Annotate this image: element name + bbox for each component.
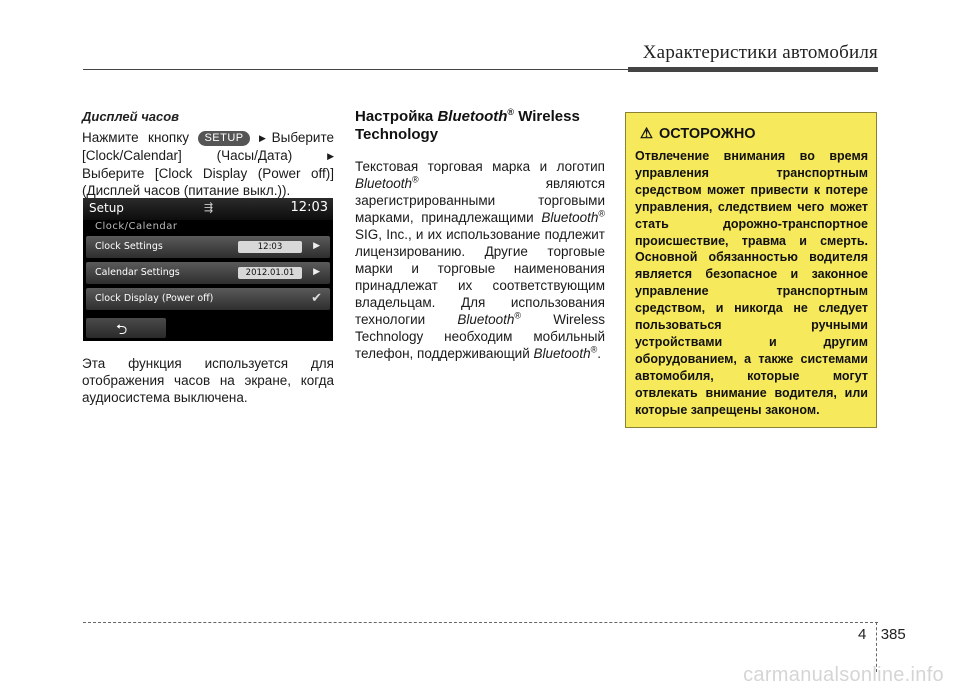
screen-clock: 12:03 [290,200,328,215]
clock-display-row[interactable]: Clock Display (Power off) ✔ [86,288,330,310]
section-title: Дисплей часов [82,109,180,124]
bluetooth-section [355,108,605,362]
bluetooth-paragraph: Текстовая торговая марка и логотип Bluetooth® являются зарегистрированными торговыми марками, принадлежащими Bluetooth® SIG, Inc., и их использование подлежит лицензированию. Другие торговые марки и торговые наименования принадлежат их соответствующим владельцам. Для использования технологии Bluetooth® Wireless Technology необходим мобильный телефон, поддерживающий Bluetooth®. [355,159,605,361]
calendar-value: 2012.01.01 [238,267,302,279]
footer-rule [83,622,878,623]
header-rule-accent [628,67,878,72]
page-header-title: Характеристики автомобиля [642,42,878,63]
warning-triangle-icon: ⚠ [640,126,653,142]
function-description: Эта функция используется для отображения часов на экране, когда аудиосистема выключена. [82,356,334,405]
screen-title-bar [83,198,333,220]
usb-icon: ⇶ [204,201,214,214]
bluetooth-heading: Настройка Bluetooth® Wireless Technology [355,107,580,143]
warning-title: ⚠ ОСТОРОЖНО [640,126,756,142]
arrow-right-icon: ▶ [327,151,334,161]
clock-value: 12:03 [238,241,302,253]
arrow-right-icon: ▶ [313,241,320,251]
instruction-paragraph: Нажмите кнопку SETUP ▶Выберите [Clock/Calendar] (Часы/Дата) ▶ Выберите [Clock Display (Power off)] (Дисплей часов (питание выкл.)). [82,130,335,198]
setup-button-label: SETUP [198,131,249,146]
page-number: 4 385 [858,626,906,643]
calendar-settings-row[interactable]: Calendar Settings 2012.01.01 ▶ [86,262,330,284]
watermark: carmanualsonline.info [743,664,944,686]
screen-title: Setup [89,201,124,215]
arrow-right-icon: ▶ [313,267,320,277]
checkmark-icon: ✔ [311,291,322,306]
back-button[interactable] [86,318,166,338]
setup-screen-illustration [83,198,333,341]
warning-box [625,112,877,428]
clock-settings-row[interactable]: Clock Settings 12:03 ▶ [86,236,330,258]
back-arrow-icon: ⮌ [116,322,128,338]
screen-subtitle: Clock/Calendar [95,221,178,232]
arrow-right-icon: ▶ [259,133,272,143]
clock-display-section [82,108,334,199]
warning-body: Отвлечение внимания во время управления транспортным средством может привести к потере управления, следствием чего может стать дорожно-транспортное происшествие, травма и смерть. Основной обязанностью водителя является безопасное и законное управление транспортным средством, и никогда не следует пользоваться ручными устройствами и другим оборудованием, а также системами автомобиля, которые могут отвлекать внимание водителя, или которые запрещены законом. [635,149,868,417]
